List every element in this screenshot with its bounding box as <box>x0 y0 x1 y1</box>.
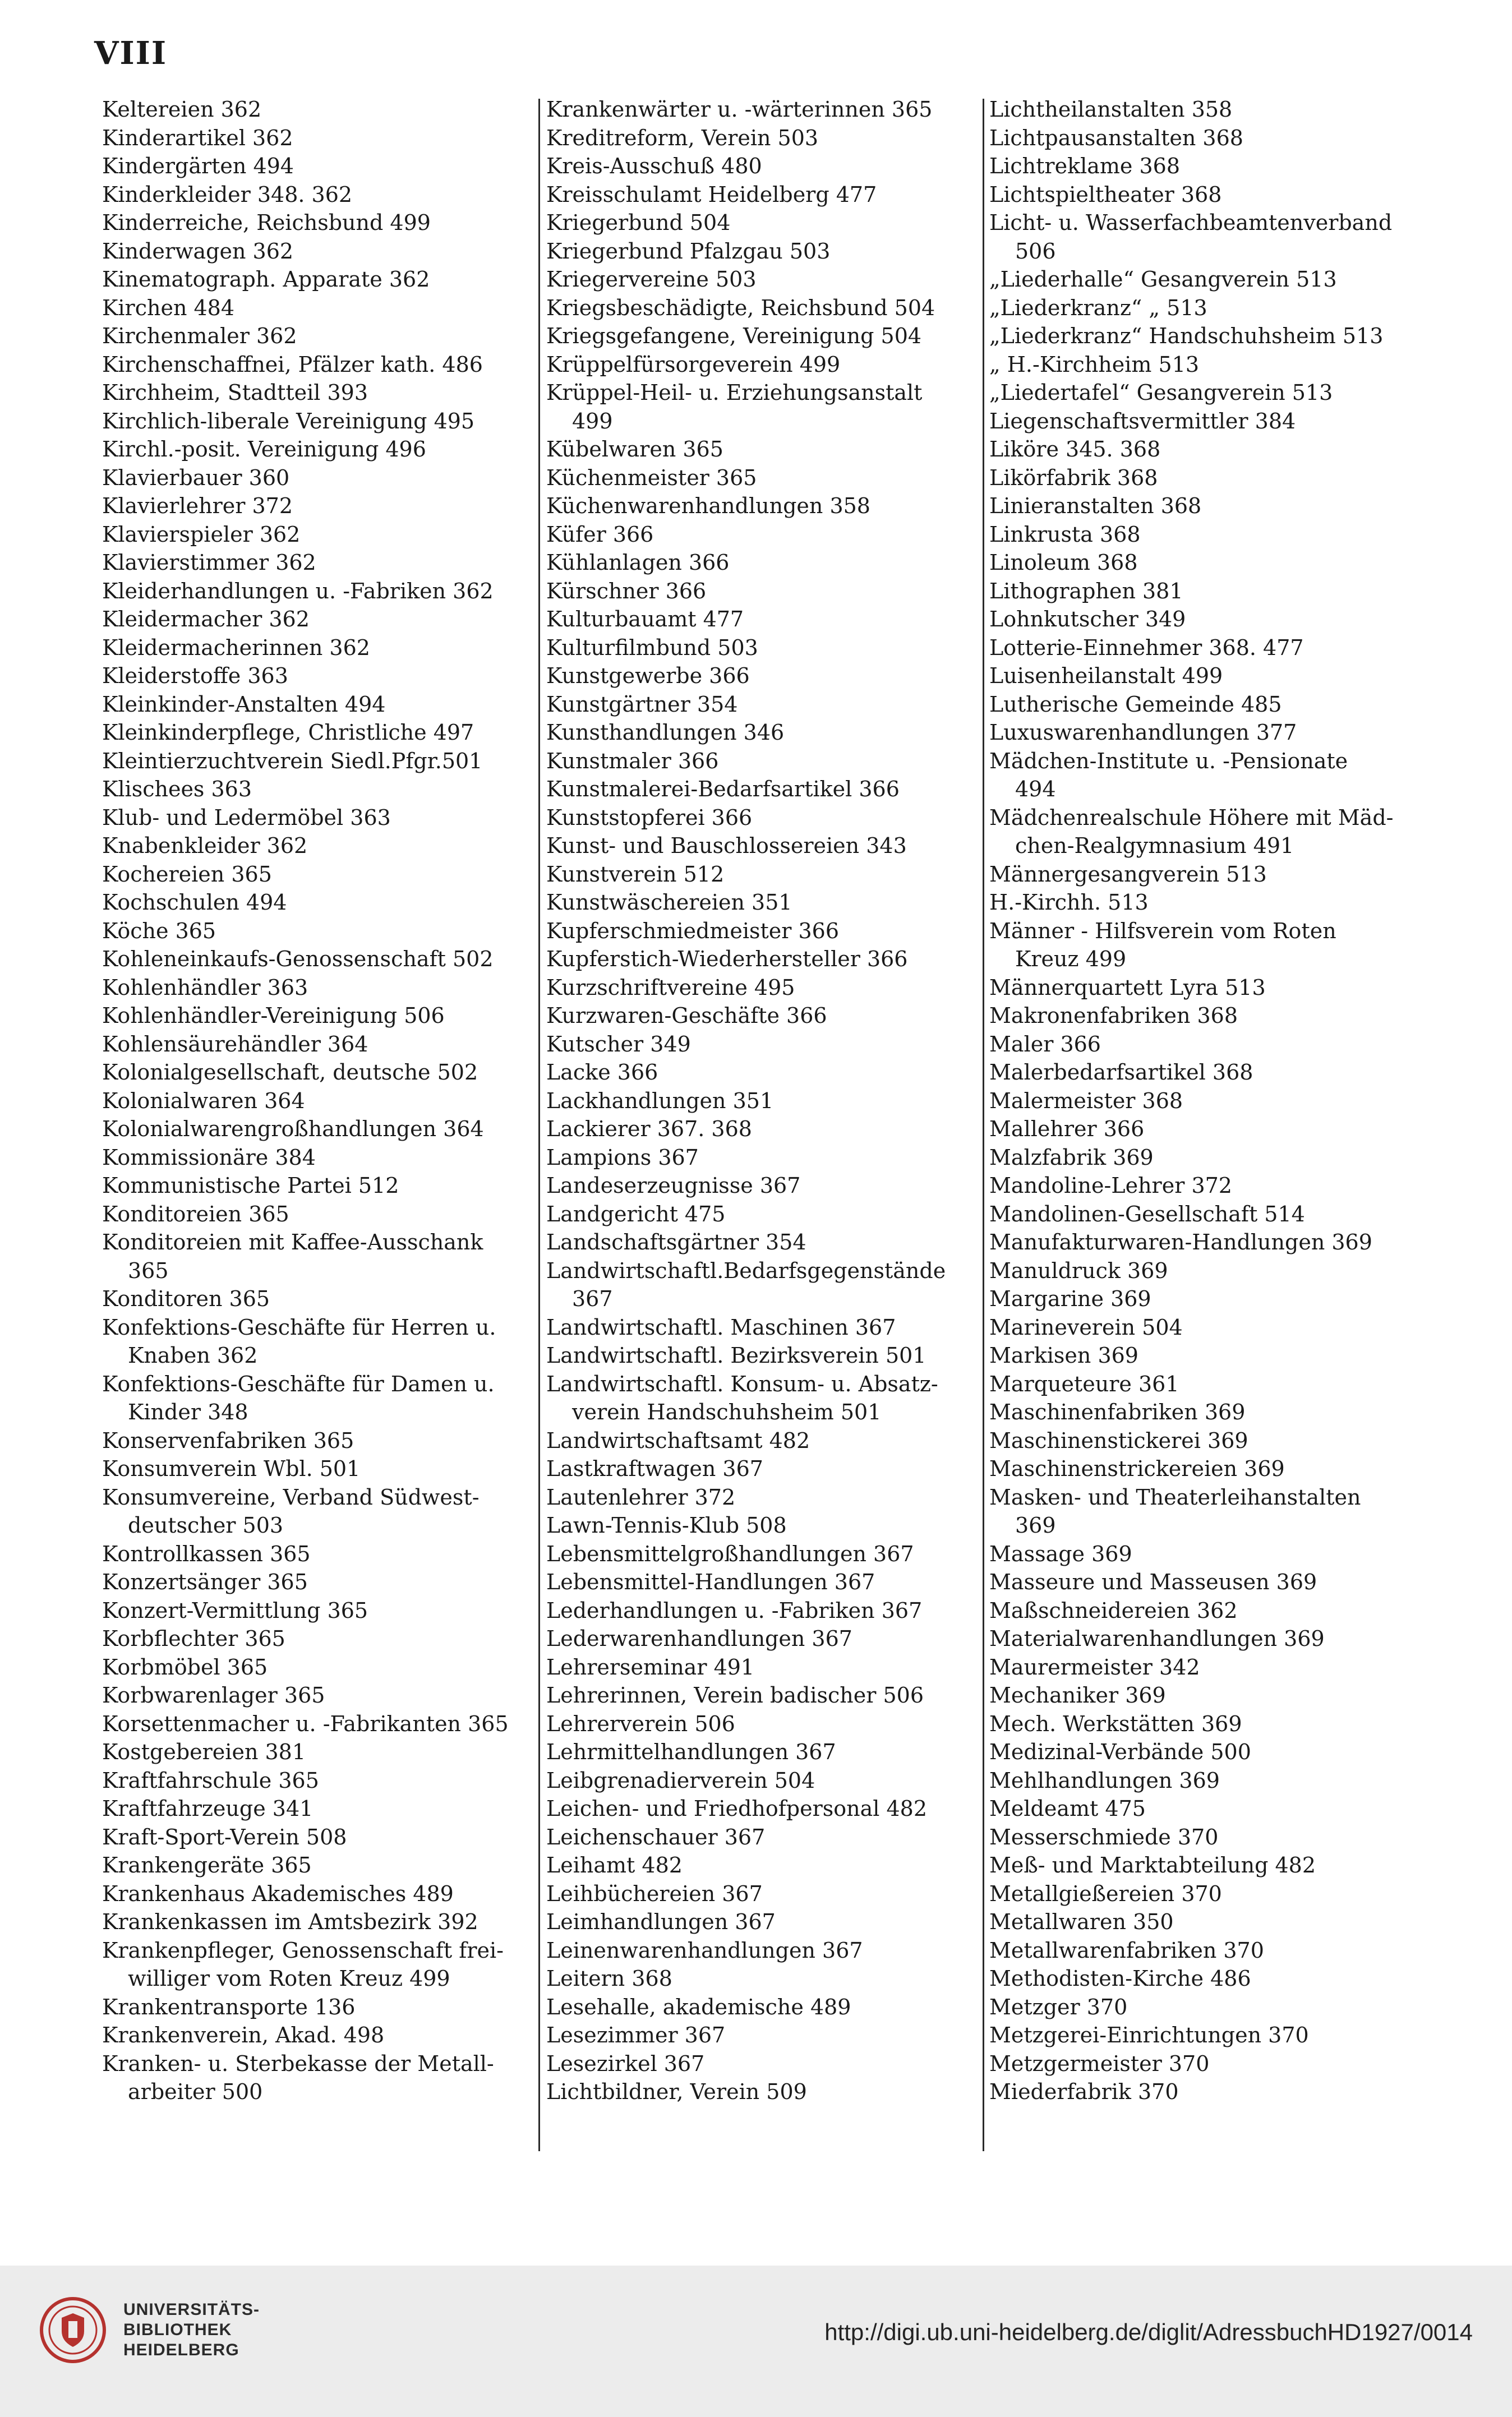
index-entry: Kinematograph. Apparate 362 <box>102 267 430 292</box>
index-entry: Konzert-Vermittlung 365 <box>102 1598 368 1623</box>
index-entry: Kraft-Sport-Verein 508 <box>102 1824 347 1849</box>
index-entry: Messerschmiede 370 <box>989 1824 1219 1849</box>
index-entry: Lacke 366 <box>546 1060 658 1085</box>
index-entry: Lichtreklame 368 <box>989 154 1181 178</box>
index-entry: Leihamt 482 <box>546 1853 683 1878</box>
index-entry: Kinderwagen 362 <box>102 238 294 264</box>
index-entry: Meldeamt 475 <box>989 1796 1146 1821</box>
index-entry: Krankenkassen im Amtsbezirk 392 <box>102 1909 478 1934</box>
index-entry: Kolonialwarengroßhandlungen 364 <box>102 1117 484 1141</box>
index-entry-continuation: verein Handschuhsheim 501 <box>572 1400 882 1424</box>
index-entry: Küfer 366 <box>546 522 654 547</box>
index-entry: Maler 366 <box>989 1031 1101 1057</box>
index-entry: Kohlenhändler 363 <box>102 975 308 1000</box>
index-entry: Kleiderhandlungen u. -Fabriken 362 <box>102 578 494 603</box>
index-entry: Krüppel-Heil- u. Erziehungsanstalt <box>546 380 923 405</box>
index-entry: Maurermeister 342 <box>989 1654 1200 1680</box>
index-entry: Linieranstalten 368 <box>989 493 1202 518</box>
index-entry: Luxuswarenhandlungen 377 <box>989 720 1297 745</box>
index-entry: Kleiderstoffe 363 <box>102 663 288 688</box>
index-entry: Klavierstimmer 362 <box>102 550 316 575</box>
index-entry: Krüppelfürsorgeverein 499 <box>546 352 841 377</box>
index-entry: Konfektions-Geschäfte für Herren u. <box>102 1314 496 1340</box>
index-entry: Lackhandlungen 351 <box>546 1088 774 1113</box>
index-entry: Lichtheilanstalten 358 <box>989 97 1233 122</box>
index-entry: Kirchenmaler 362 <box>102 324 297 348</box>
index-entry: Kutscher 349 <box>546 1031 691 1057</box>
index-entry: Lesehalle, akademische 489 <box>546 1994 851 2019</box>
index-entry: Kleinkinder-Anstalten 494 <box>102 691 386 717</box>
index-entry: Leichenschauer 367 <box>546 1824 766 1849</box>
index-entry: Kreisschulamt Heidelberg 477 <box>546 182 877 207</box>
index-entry: Lebensmittel-Handlungen 367 <box>546 1570 875 1594</box>
index-entry: Kupferschmiedmeister 366 <box>546 918 840 943</box>
index-entry-continuation: Kreuz 499 <box>1015 947 1127 971</box>
index-entry: Krankengeräte 365 <box>102 1853 312 1878</box>
index-entry: Küchenmeister 365 <box>546 465 757 490</box>
index-entry: Mädchen-Institute u. -Pensionate <box>989 748 1348 773</box>
index-entry: Kirchheim, Stadtteil 393 <box>102 380 368 405</box>
index-entry: Lehrerseminar 491 <box>546 1654 755 1680</box>
index-entry: Kriegsgefangene, Vereinigung 504 <box>546 324 922 348</box>
index-entry: Kleidermacher 362 <box>102 607 310 631</box>
index-entry: Lesezimmer 367 <box>546 2023 726 2047</box>
index-entry: Männer - Hilfsverein vom Roten <box>989 918 1336 943</box>
index-entry: Luisenheilanstalt 499 <box>989 663 1223 688</box>
index-entry: Konditoren 365 <box>102 1286 270 1311</box>
index-entry: Landgericht 475 <box>546 1201 726 1226</box>
index-entry: Lotterie-Einnehmer 368. 477 <box>989 635 1304 660</box>
index-entry-continuation: deutscher 503 <box>128 1513 284 1538</box>
index-entry: Klischees 363 <box>102 777 252 801</box>
index-entry: Lichtspieltheater 368 <box>989 182 1222 207</box>
index-entry-continuation: 494 <box>1015 777 1056 801</box>
index-entry: Licht- u. Wasserfachbeamtenverband <box>989 210 1393 235</box>
index-entry: Landwirtschaftl. Maschinen 367 <box>546 1314 896 1340</box>
index-entry: Margarine 369 <box>989 1286 1151 1311</box>
index-entry-continuation: 367 <box>572 1286 613 1311</box>
index-entry: Lawn-Tennis-Klub 508 <box>546 1513 787 1538</box>
index-column-2 <box>544 95 987 2106</box>
index-entry: Mechaniker 369 <box>989 1683 1166 1708</box>
index-entry: Korsettenmacher u. -Fabrikanten 365 <box>102 1711 509 1736</box>
index-entry: Kupferstich-Wiederhersteller 366 <box>546 947 908 971</box>
index-entry: Lautenlehrer 372 <box>546 1484 736 1510</box>
index-entry: Landeserzeugnisse 367 <box>546 1173 801 1198</box>
index-entry-continuation: 369 <box>1015 1513 1056 1538</box>
library-logo[interactable] <box>39 2296 260 2364</box>
index-entry: Kirchl.-posit. Vereinigung 496 <box>102 437 426 462</box>
index-entry: Kunstverein 512 <box>546 861 725 887</box>
index-entry: Mädchenrealschule Höhere mit Mäd- <box>989 805 1394 830</box>
index-entry: Kleidermacherinnen 362 <box>102 635 370 660</box>
index-entry: Malermeister 368 <box>989 1088 1183 1113</box>
index-entry: Landwirtschaftl. Konsum- u. Absatz- <box>546 1371 938 1396</box>
index-entry: Maschinenfabriken 369 <box>989 1400 1246 1424</box>
index-entry-continuation: Knaben 362 <box>128 1343 258 1368</box>
index-entry: Lehrerverein 506 <box>546 1711 735 1736</box>
index-entry: Mehlhandlungen 369 <box>989 1768 1220 1793</box>
index-entry: „Liederhalle“ Gesangverein 513 <box>989 267 1337 292</box>
index-entry: Kürschner 366 <box>546 578 707 603</box>
index-entry: Lederwarenhandlungen 367 <box>546 1626 852 1651</box>
index-entry: Kirchen 484 <box>102 295 235 320</box>
index-entry: Liegenschaftsvermittler 384 <box>989 408 1296 433</box>
index-entry: Mandoline-Lehrer 372 <box>989 1173 1232 1198</box>
index-entry: Kommunistische Partei 512 <box>102 1173 399 1198</box>
index-entry: Kostgebereien 381 <box>102 1740 306 1764</box>
index-entry: Kriegervereine 503 <box>546 267 757 292</box>
footer-bar <box>0 2266 1512 2417</box>
index-entry: Maschinenstrickereien 369 <box>989 1456 1285 1481</box>
index-entry: „Liederkranz“ Handschuhsheim 513 <box>989 324 1384 348</box>
index-entry: Mandolinen-Gesellschaft 514 <box>989 1201 1305 1226</box>
index-entry: Konsumverein Wbl. 501 <box>102 1456 361 1481</box>
index-entry: Kunstmaler 366 <box>546 748 719 773</box>
index-entry: Kontrollkassen 365 <box>102 1541 311 1566</box>
index-entry: Lackierer 367. 368 <box>546 1117 752 1141</box>
index-entry-continuation: arbeiter 500 <box>128 2079 263 2104</box>
index-entry: Lichtpausanstalten 368 <box>989 125 1243 150</box>
index-entry: Kübelwaren 365 <box>546 437 723 462</box>
index-entry: Männergesangverein 513 <box>989 861 1267 887</box>
index-entry: Kulturfilmbund 503 <box>546 635 758 660</box>
index-entry: Kirchlich-liberale Vereinigung 495 <box>102 408 475 433</box>
index-entry: Kunststopferei 366 <box>546 805 753 830</box>
index-entry: Maschinenstickerei 369 <box>989 1428 1248 1453</box>
index-entry: Kinderreiche, Reichsbund 499 <box>102 210 431 235</box>
index-entry: Kinderartikel 362 <box>102 125 293 150</box>
index-entry: Markisen 369 <box>989 1343 1138 1368</box>
index-entry: Leinenwarenhandlungen 367 <box>546 1938 863 1963</box>
library-seal-icon <box>39 2296 107 2364</box>
index-entry: H.-Kirchh. 513 <box>989 890 1149 915</box>
index-entry: Korbflechter 365 <box>102 1626 285 1651</box>
index-entry: Marqueteure 361 <box>989 1371 1179 1396</box>
index-entry: Metallgießereien 370 <box>989 1881 1222 1906</box>
index-entry-continuation: Kinder 348 <box>128 1400 248 1424</box>
index-entry: Klavierbauer 360 <box>102 465 290 490</box>
library-name-line: HEIDELBERG <box>123 2341 239 2359</box>
index-entry: Materialwarenhandlungen 369 <box>989 1626 1325 1651</box>
index-entry: Kurzwaren-Geschäfte 366 <box>546 1003 827 1028</box>
index-entry: Linkrusta 368 <box>989 522 1141 547</box>
column-divider <box>538 99 540 2151</box>
index-entry: Küchenwarenhandlungen 358 <box>546 493 870 518</box>
index-entry: Männerquartett Lyra 513 <box>989 975 1266 1000</box>
index-entry: Kriegsbeschädigte, Reichsbund 504 <box>546 295 935 320</box>
index-entry: Kohleneinkaufs-Genossenschaft 502 <box>102 947 494 971</box>
index-entry: Köche 365 <box>102 918 216 943</box>
index-entry: Konditoreien 365 <box>102 1201 289 1226</box>
index-entry: Kraftfahrzeuge 341 <box>102 1796 314 1821</box>
index-entry: Kunstgewerbe 366 <box>546 663 750 688</box>
index-entry: Lesezirkel 367 <box>546 2051 705 2076</box>
index-entry: Metzger 370 <box>989 1994 1128 2019</box>
index-entry: Kulturbauamt 477 <box>546 607 744 631</box>
index-entry: Landwirtschaftsamt 482 <box>546 1428 810 1453</box>
index-entry: Kinderkleider 348. 362 <box>102 182 353 207</box>
index-entry: Lithographen 381 <box>989 578 1183 603</box>
index-entry: Lehrmittelhandlungen 367 <box>546 1740 836 1764</box>
index-entry: Marineverein 504 <box>989 1314 1183 1340</box>
index-entry: Liköre 345. 368 <box>989 437 1161 462</box>
index-entry: Kreis-Ausschuß 480 <box>546 154 762 178</box>
index-entry: Kommissionäre 384 <box>102 1145 316 1170</box>
index-entry: Miederfabrik 370 <box>989 2079 1179 2104</box>
index-entry: Konzertsänger 365 <box>102 1570 308 1594</box>
index-entry: Kleintierzuchtverein Siedl.Pfgr.501 <box>102 748 483 773</box>
index-entry: Metzgerei-Einrichtungen 370 <box>989 2023 1309 2047</box>
index-entry: Krankenhaus Akademisches 489 <box>102 1881 454 1906</box>
index-entry: Kraftfahrschule 365 <box>102 1768 319 1793</box>
library-name-line: UNIVERSITÄTS- <box>123 2300 260 2319</box>
index-entry: Lehrerinnen, Verein badischer 506 <box>546 1683 924 1708</box>
index-entry: Meß- und Marktabteilung 482 <box>989 1853 1316 1878</box>
index-entry: Kochschulen 494 <box>102 890 287 915</box>
index-entry: Landwirtschaftl. Bezirksverein 501 <box>546 1343 926 1368</box>
index-entry: Klavierlehrer 372 <box>102 493 293 518</box>
index-entry: Manufakturwaren-Handlungen 369 <box>989 1230 1372 1254</box>
index-entry: Kolonialgesellschaft, deutsche 502 <box>102 1060 478 1085</box>
index-entry: Knabenkleider 362 <box>102 833 308 858</box>
index-entry: Linoleum 368 <box>989 550 1138 575</box>
source-url-link[interactable]: http://digi.ub.uni-heidelberg.de/diglit/AdressbuchHD1927/0014 <box>824 2319 1473 2345</box>
library-name <box>123 2300 260 2360</box>
index-entry: Klavierspieler 362 <box>102 522 301 547</box>
index-entry-continuation: williger vom Roten Kreuz 499 <box>128 1966 450 1991</box>
index-entry: Manuldruck 369 <box>989 1258 1168 1283</box>
index-entry: Landwirtschaftl.Bedarfsgegenstände <box>546 1258 946 1283</box>
index-entry: Makronenfabriken 368 <box>989 1003 1238 1028</box>
index-entry: Kleinkinderpflege, Christliche 497 <box>102 720 474 745</box>
index-entry: Krankenverein, Akad. 498 <box>102 2023 385 2047</box>
index-entry: Kriegerbund Pfalzgau 503 <box>546 238 831 264</box>
index-entry: Leibgrenadierverein 504 <box>546 1768 815 1793</box>
library-name-line: BIBLIOTHEK <box>123 2321 232 2339</box>
index-entry: Methodisten-Kirche 486 <box>989 1966 1251 1991</box>
index-entry: Lichtbildner, Verein 509 <box>546 2079 807 2104</box>
index-entry: Kochereien 365 <box>102 861 272 887</box>
index-entry: Kirchenschaffnei, Pfälzer kath. 486 <box>102 352 483 377</box>
index-entry: Kohlensäurehändler 364 <box>102 1031 368 1057</box>
index-entry: Leihbüchereien 367 <box>546 1881 763 1906</box>
index-entry: Medizinal-Verbände 500 <box>989 1740 1251 1764</box>
index-entry: Kriegerbund 504 <box>546 210 731 235</box>
index-column-3 <box>987 95 1433 2106</box>
index-entry: Leimhandlungen 367 <box>546 1909 776 1934</box>
page-number: VIII <box>94 35 168 72</box>
index-entry: Konservenfabriken 365 <box>102 1428 354 1453</box>
index-entry: Kunst- und Bauschlossereien 343 <box>546 833 907 858</box>
index-entry: Metzgermeister 370 <box>989 2051 1210 2076</box>
index-entry: Krankenpfleger, Genossenschaft frei- <box>102 1938 504 1963</box>
index-entry: Kurzschriftvereine 495 <box>546 975 795 1000</box>
index-entry: Konfektions-Geschäfte für Damen u. <box>102 1371 495 1396</box>
index-entry: Mallehrer 366 <box>989 1117 1145 1141</box>
index-entry: Lutherische Gemeinde 485 <box>989 691 1282 717</box>
index-entry: Mech. Werkstätten 369 <box>989 1711 1242 1736</box>
index-entry: Lebensmittelgroßhandlungen 367 <box>546 1541 914 1566</box>
index-entry: Malerbedarfsartikel 368 <box>989 1060 1253 1085</box>
index-entry: „Liedertafel“ Gesangverein 513 <box>989 380 1333 405</box>
index-entry: Metallwarenfabriken 370 <box>989 1938 1264 1963</box>
index-entry-continuation: chen-Realgymnasium 491 <box>1015 833 1294 858</box>
index-entry: Korbwarenlager 365 <box>102 1683 325 1708</box>
index-entry: Masken- und Theaterleihanstalten <box>989 1484 1361 1510</box>
index-entry: Kranken- u. Sterbekasse der Metall- <box>102 2051 494 2076</box>
column-divider <box>983 99 984 2151</box>
index-entry: Korbmöbel 365 <box>102 1654 268 1680</box>
index-entry: Krankenwärter u. -wärterinnen 365 <box>546 97 933 122</box>
index-entry: Leitern 368 <box>546 1966 672 1991</box>
index-entry: Kunstgärtner 354 <box>546 691 738 717</box>
index-entry-continuation: 506 <box>1015 238 1056 264</box>
index-entry: Keltereien 362 <box>102 97 262 122</box>
index-column-1 <box>100 95 533 2106</box>
index-entry: Malzfabrik 369 <box>989 1145 1154 1170</box>
index-entry: Krankentransporte 136 <box>102 1994 356 2019</box>
index-entry: Likörfabrik 368 <box>989 465 1158 490</box>
index-entry: Massage 369 <box>989 1541 1132 1566</box>
index-entry: „Liederkranz“ „ 513 <box>989 295 1207 320</box>
index-entry: Metallwaren 350 <box>989 1909 1174 1934</box>
index-entry: Kunstmalerei-Bedarfsartikel 366 <box>546 777 900 801</box>
index-entry: Klub- und Ledermöbel 363 <box>102 805 391 830</box>
index-entry-continuation: 499 <box>572 408 613 433</box>
index-entry: Kolonialwaren 364 <box>102 1088 305 1113</box>
index-entry: Kreditreform, Verein 503 <box>546 125 819 150</box>
index-entry: „ H.-Kirchheim 513 <box>989 352 1200 377</box>
index-entry: Kunsthandlungen 346 <box>546 720 785 745</box>
index-entry: Kunstwäschereien 351 <box>546 890 792 915</box>
index-entry: Maßschneidereien 362 <box>989 1598 1238 1623</box>
index-entry-continuation: 365 <box>128 1258 169 1283</box>
index-entry: Lampions 367 <box>546 1145 699 1170</box>
index-entry: Konsumvereine, Verband Südwest- <box>102 1484 480 1510</box>
index-entry: Lederhandlungen u. -Fabriken 367 <box>546 1598 923 1623</box>
index-entry: Landschaftsgärtner 354 <box>546 1230 806 1254</box>
index-entry: Leichen- und Friedhofpersonal 482 <box>546 1796 928 1821</box>
index-entry: Konditoreien mit Kaffee-Ausschank <box>102 1230 483 1254</box>
index-entry: Lohnkutscher 349 <box>989 607 1186 631</box>
index-entry: Kühlanlagen 366 <box>546 550 730 575</box>
index-entry: Kohlenhändler-Vereinigung 506 <box>102 1003 445 1028</box>
index-entry: Lastkraftwagen 367 <box>546 1456 763 1481</box>
index-entry: Masseure und Masseusen 369 <box>989 1570 1317 1594</box>
index-entry: Kindergärten 494 <box>102 154 294 178</box>
